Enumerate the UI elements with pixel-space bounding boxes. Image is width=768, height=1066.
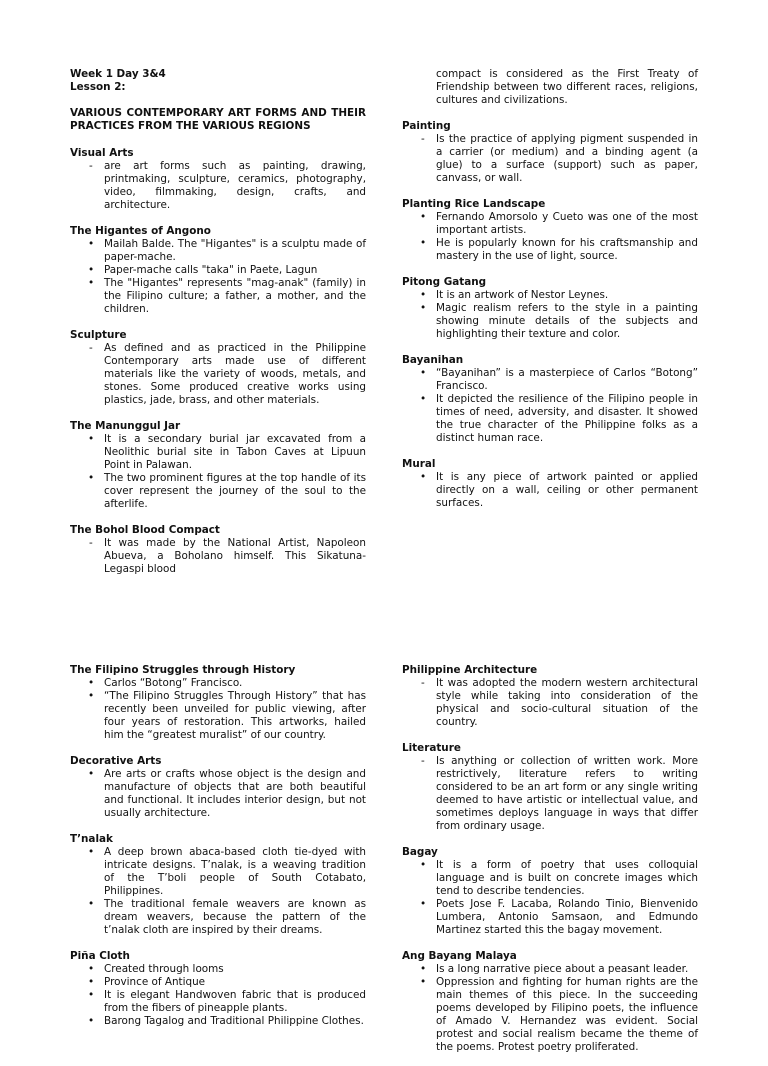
list-item [402,289,698,302]
bullet-marker: • [420,963,427,975]
list-item-text: It is any piece of artwork painted or applied directly on a wall, ceiling or other permanent surfaces. [436,471,698,509]
list-item [402,367,698,393]
list-item [70,433,366,472]
list-item [70,989,366,1015]
bullet-marker: • [420,898,427,910]
list-item [70,472,366,511]
list-item [70,846,366,898]
section-list [402,367,698,445]
list-item-text: Fernando Amorsolo y Cueto was one of the most important artists. [436,211,698,236]
list-item [402,237,698,263]
section [402,663,698,729]
list-item-text: Is anything or collection of written work. More restrictively, literature refers to writing considered to be an art form or any single writing deemed to have artistic or intellectual value, and sometimes deploys language in ways that differ from ordinary usage. [436,755,698,832]
list-item [70,342,366,407]
bottom-right-column [402,663,698,1066]
list-item [70,537,366,576]
list-item-text: He is popularly known for his craftsmanship and mastery in the use of light, source. [436,237,698,262]
bullet-marker: • [420,859,427,871]
list-item [70,898,366,937]
bullet-marker: • [88,989,95,1001]
list-item [402,133,698,185]
bullet-marker: • [88,1015,95,1027]
list-item [402,898,698,937]
section-list [70,537,366,576]
section-list [70,433,366,511]
top-right-column [402,68,698,522]
section-list [402,755,698,833]
section [402,845,698,937]
section-list [402,677,698,729]
section-list [402,133,698,185]
list-item-text: Oppression and fighting for human rights are the main themes of this piece. In the succeeding poems developed by Filipino poets, the influence of Amado V. Hernandez was evident. Social protest and social realism became the theme of the poems. Protest poetry proliferated. [436,976,698,1053]
list-item-text: The two prominent figures at the top handle of its cover represent the journey of the soul to the afterlife. [104,472,366,510]
bullet-marker: • [88,277,95,289]
section-heading: Ang Bayang Malaya [402,950,517,962]
section-list [70,963,366,1028]
bullet-marker: • [88,238,95,250]
section [70,832,366,937]
bullet-marker: • [88,433,95,445]
list-item-text: “The Filipino Struggles Through History” that has recently been unveiled for public viewing, after four years of restoration. This artworks, hailed him the “greatest muralist” of our country. [104,690,366,741]
section [402,197,698,263]
bullet-marker: • [420,211,427,223]
list-item-text: The traditional female weavers are known as dream weavers, because the pattern of the t’nalak cloth are inspired by their dreams. [104,898,366,936]
bullet-marker: • [88,690,95,702]
section-heading: Painting [402,120,451,132]
section [70,949,366,1028]
bottom-right-sections [402,663,698,1054]
section-list [70,677,366,742]
bullet-marker: • [420,302,427,314]
section-heading: Decorative Arts [70,755,162,767]
list-item [70,277,366,316]
week-label: Week 1 Day 3&4 [70,68,166,80]
bullet-marker: • [420,393,427,405]
dash-marker: - [89,537,93,549]
dash-marker: - [421,755,425,767]
section-heading: Piña Cloth [70,950,130,962]
dash-marker: - [89,342,93,354]
section-heading: Philippine Architecture [402,664,538,676]
section-list [402,963,698,1054]
dash-marker: - [89,160,93,172]
bullet-marker: • [420,367,427,379]
continued-text: compact is considered as the First Treaty of Friendship between two different races, religions, cultures and civilizations. [436,68,698,106]
list-item [70,677,366,690]
section-heading: The Higantes of Angono [70,225,211,237]
list-item [402,302,698,341]
bullet-marker: • [88,677,95,689]
list-item-text: It was made by the National Artist, Napoleon Abueva, a Boholano himself. This Sikatuna- Legaspi blood [104,537,366,575]
dash-marker: - [421,677,425,689]
section-heading: Bagay [402,846,438,858]
section [70,754,366,820]
section-heading: T’nalak [70,833,113,845]
list-item-text: The "Higantes" represents "mag-anak" (family) in the Filipino culture; a father, a mother, and the children. [104,277,366,315]
list-item [402,471,698,510]
list-item-text: Poets Jose F. Lacaba, Rolando Tinio, Bienvenido Lumbera, Antonio Samsaon, and Edmundo Martinez started this the bagay movement. [436,898,698,936]
section-heading: Mural [402,458,436,470]
list-item [402,211,698,237]
bullet-marker: • [88,846,95,858]
section-list [70,160,366,212]
section [70,419,366,511]
list-item [70,963,366,976]
list-item-text: Is a long narrative piece about a peasant leader. [436,963,689,975]
bullet-marker: • [88,472,95,484]
list-item [70,976,366,989]
list-item-text: A deep brown abaca-based cloth tie-dyed with intricate designs. T’nalak, is a weaving tradition of the T’boli people of South Cotabato, Philippines. [104,846,366,897]
section-heading: Bayanihan [402,354,464,366]
section [402,949,698,1054]
bottom-left-sections [70,663,366,1028]
section-list [402,471,698,510]
section-list [402,289,698,341]
list-item [402,859,698,898]
section-heading: Sculpture [70,329,127,341]
section-heading: The Bohol Blood Compact [70,524,220,536]
list-item-text: “Bayanihan” is a masterpiece of Carlos “Botong” Francisco. [436,367,698,392]
bullet-marker: • [88,963,95,975]
list-item [70,264,366,277]
list-item [402,677,698,729]
section [70,146,366,212]
list-item-text: Paper-mache calls "taka" in Paete, Lagun [104,264,318,276]
section-list [402,211,698,263]
list-item-text: Barong Tagalog and Traditional Philippine Clothes. [104,1015,364,1027]
bullet-marker: • [420,976,427,988]
section-list [70,846,366,937]
bullet-marker: • [420,471,427,483]
list-item-text: It is a secondary burial jar excavated from a Neolithic burial site in Tabon Caves at Lipuun Point in Palawan. [104,433,366,471]
section [402,119,698,185]
lesson-title: VARIOUS CONTEMPORARY ART FORMS AND THEIR PRACTICES FROM THE VARIOUS REGIONS [70,107,366,132]
list-item-text: are art forms such as painting, drawing, printmaking, sculpture, ceramics, photography, video, filmmaking, design, crafts, and architecture. [104,160,366,211]
section-heading: Literature [402,742,461,754]
list-item-text: Mailah Balde. The "Higantes" is a sculptu made of paper-mache. [104,238,366,263]
bullet-marker: • [88,898,95,910]
section [402,457,698,510]
list-item [402,755,698,833]
section [402,275,698,341]
section-list [70,342,366,407]
section-list [402,859,698,937]
section-list [70,768,366,820]
list-item-text: Magic realism refers to the style in a painting showing minute details of the subjects and highlighting their texture and color. [436,302,698,340]
list-item-text: Created through looms [104,963,224,975]
list-item-text: Carlos “Botong” Francisco. [104,677,243,689]
section-heading: The Manunggul Jar [70,420,181,432]
list-item-text: It depicted the resilience of the Filipino people in times of need, adversity, and disaster. It showed the true character of the Philippine folks as a distinct human race. [436,393,698,444]
list-item-text: Are arts or crafts whose object is the design and manufacture of objects that are both beautiful and functional. It includes interior design, but not usually architecture. [104,768,366,819]
list-item [402,393,698,445]
bullet-marker: • [420,237,427,249]
top-left-column [70,68,366,588]
section-heading: The Filipino Struggles through History [70,664,296,676]
list-item-text: It is a form of poetry that uses colloquial language and is built on concrete images which tend to describe tendencies. [436,859,698,897]
section-heading: Pitong Gatang [402,276,487,288]
section [70,328,366,407]
list-item-text: Is the practice of applying pigment suspended in a carrier (or medium) and a binding agent (a glue) to a surface (support) such as paper, canvass, or wall. [436,133,698,184]
list-item-text: As defined and as practiced in the Philippine Contemporary arts made use of different materials like the variety of woods, metals, and stones. Some produced creative works using plastics, jade, brass, and other materials. [104,342,366,406]
list-item-text: It is an artwork of Nestor Leynes. [436,289,609,301]
section [70,523,366,576]
bullet-marker: • [420,289,427,301]
list-item [70,690,366,742]
bullet-marker: • [88,976,95,988]
list-item [70,238,366,264]
list-item [70,1015,366,1028]
section-list [70,238,366,316]
dash-marker: - [421,133,425,145]
section [70,663,366,742]
top-right-sections [402,119,698,510]
list-item [70,160,366,212]
bullet-marker: • [88,264,95,276]
top-left-sections [70,146,366,576]
list-item [402,976,698,1054]
list-item-text: Province of Antique [104,976,206,988]
bottom-left-column [70,663,366,1040]
section-heading: Visual Arts [70,147,134,159]
bullet-marker: • [88,768,95,780]
section [402,741,698,833]
section-heading: Planting Rice Landscape [402,198,546,210]
list-item [402,963,698,976]
lesson-label: Lesson 2: [70,81,126,93]
list-item-text: It was adopted the modern western architectural style while taking into consideration of the physical and socio-cultural situation of the country. [436,677,698,728]
section [402,353,698,445]
list-item [70,768,366,820]
list-item-text: It is elegant Handwoven fabric that is produced from the fibers of pineapple plants. [104,989,366,1014]
section [70,224,366,316]
